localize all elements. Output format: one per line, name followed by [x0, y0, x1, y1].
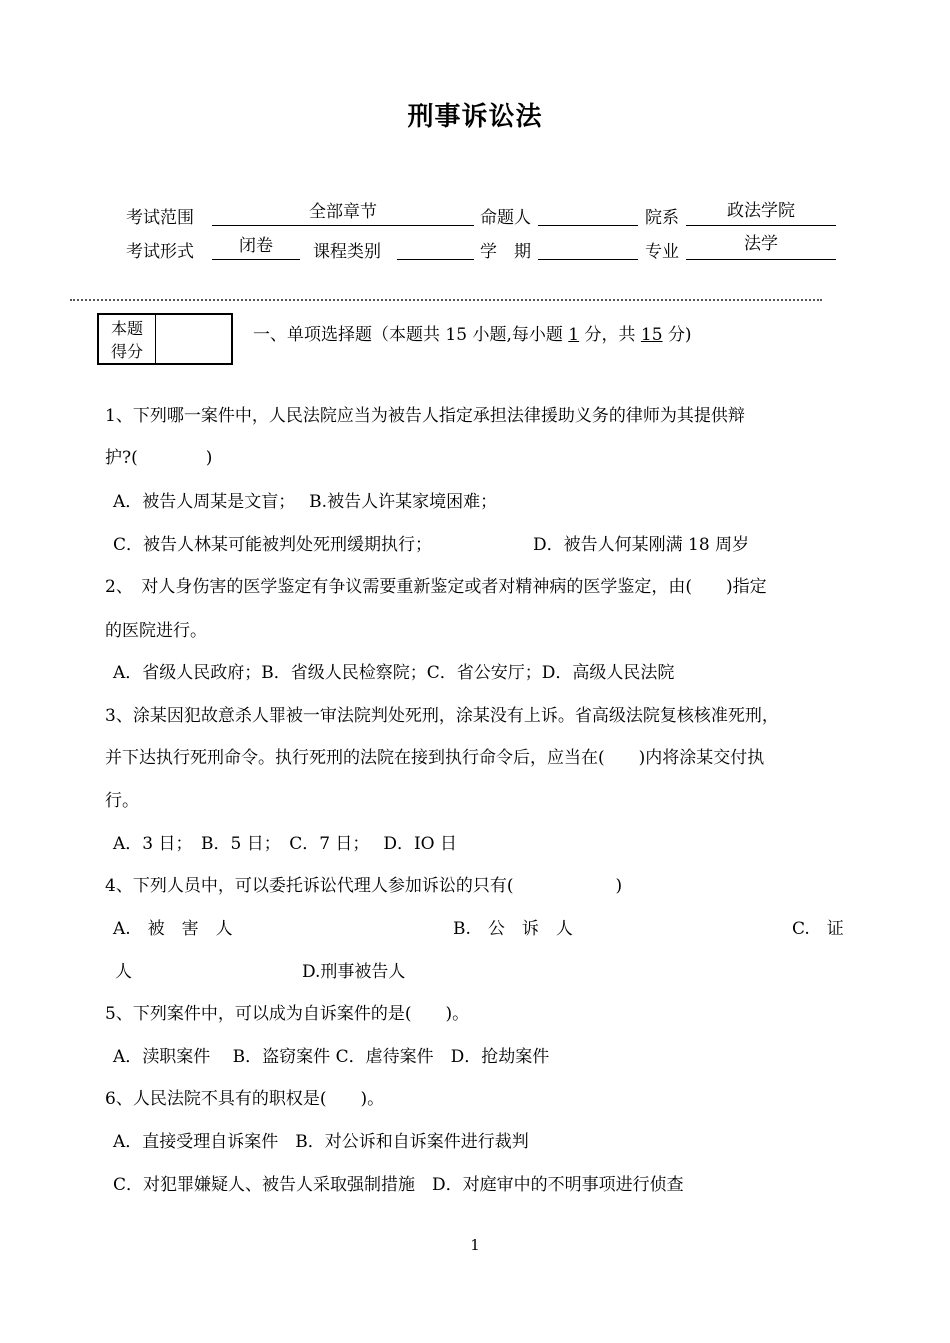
q2-line-1: 2、 对人身伤害的医学鉴定有争议需要重新鉴定或者对精神病的医学鉴定，由( )指定 — [105, 577, 767, 597]
score-box-label-2: 得分 — [110, 342, 143, 361]
dept-label: 院系 — [645, 208, 679, 228]
scope-value: 全部章节 — [309, 202, 377, 222]
q3-line-2: 并下达执行死刑命令。执行死刑的法院在接到执行命令后，应当在( )内将涂某交付执 — [105, 748, 765, 768]
q4-option-d: D.刑事被告人 — [302, 962, 406, 982]
section-total: 15 — [640, 325, 663, 345]
q3-line-3: 行。 — [105, 791, 139, 811]
q1-line-1: 1、下列哪一案件中，人民法院应当为被告人指定承担法律援助义务的律师为其提供辩 — [105, 406, 745, 426]
q1-option-c: C．被告人林某可能被判处死刑缓期执行； — [113, 535, 433, 555]
dept-underline — [686, 225, 836, 226]
section-heading — [253, 320, 692, 345]
q4-line-1: 4、下列人员中，可以委托诉讼代理人参加诉讼的只有( ) — [105, 876, 623, 896]
section-mid: 分，共 — [584, 325, 636, 345]
score-box-divider — [155, 315, 156, 363]
section-per-score: 1 — [568, 325, 580, 345]
dotted-separator — [70, 299, 822, 301]
page-number: 1 — [470, 1236, 480, 1254]
form-underline — [212, 259, 300, 260]
term-label: 学 期 — [480, 242, 531, 262]
course-type-label: 课程类别 — [313, 242, 381, 262]
q5-line-1: 5、下列案件中，可以成为自诉案件的是( )。 — [105, 1004, 470, 1024]
score-box — [97, 313, 233, 365]
score-box-label-1: 本题 — [110, 319, 143, 338]
major-underline — [686, 259, 836, 260]
section-suffix: 分) — [667, 325, 692, 345]
author-label: 命题人 — [480, 208, 531, 228]
q6-line-1: 6、人民法院不具有的职权是( )。 — [105, 1089, 385, 1109]
form-label: 考试形式 — [126, 242, 194, 262]
page-title: 刑事诉讼法 — [407, 102, 543, 132]
q1-line-2: 护?( ) — [105, 448, 213, 468]
q3-options: A．3 日； B．5 日； C．7 日； D．IO 日 — [113, 834, 458, 854]
scope-underline — [212, 225, 474, 226]
q3-line-1: 3、涂某因犯故意杀人罪被一审法院判处死刑，涂某没有上诉。省高级法院复核核准死刑， — [105, 706, 779, 726]
q1-options-ab: A．被告人周某是文盲； B.被告人许某家境困难； — [113, 492, 498, 512]
q1-option-d: D．被告人何某刚满 18 周岁 — [533, 535, 750, 555]
q4-option-c: C. 证 — [792, 919, 844, 939]
q6-options-ab: A．直接受理自诉案件 B．对公诉和自诉案件进行裁判 — [113, 1132, 529, 1152]
form-value: 闭卷 — [239, 236, 273, 256]
course-type-underline — [397, 259, 474, 260]
section-prefix: 一、单项选择题（本题共 15 小题,每小题 — [253, 325, 563, 345]
scope-label: 考试范围 — [126, 208, 194, 228]
q4-option-b: B. 公 诉 人 — [453, 919, 573, 939]
q4-option-a: A. 被 害 人 — [113, 919, 233, 939]
major-label: 专业 — [645, 242, 679, 262]
q4-option-c-cont: 人 — [115, 962, 132, 982]
q2-line-2: 的医院进行。 — [105, 621, 207, 641]
q6-options-cd: C．对犯罪嫌疑人、被告人采取强制措施 D．对庭审中的不明事项进行侦查 — [113, 1175, 684, 1195]
dept-value: 政法学院 — [727, 201, 795, 221]
q5-options: A．渎职案件 B．盗窃案件 C．虐待案件 D．抢劫案件 — [113, 1047, 550, 1067]
author-underline — [538, 225, 638, 226]
major-value: 法学 — [744, 234, 778, 254]
term-underline — [538, 259, 638, 260]
q2-options: A．省级人民政府；B．省级人民检察院；C．省公安厅；D．高级人民法院 — [113, 663, 675, 683]
